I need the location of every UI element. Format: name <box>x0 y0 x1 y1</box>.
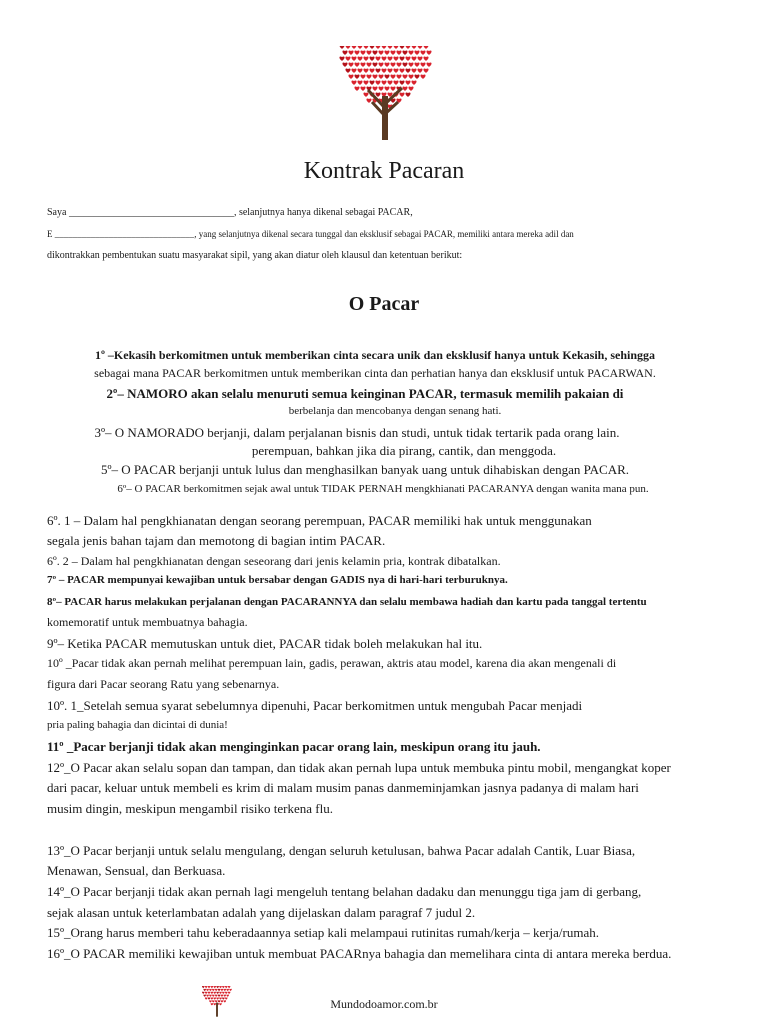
small-heart-shape <box>393 56 398 60</box>
clause-8-line-2: komemoratif untuk membuatnya bahagia. <box>47 615 248 629</box>
clause-10-1-line-1: 10º. 1_Setelah semua syarat sebelumnya dipenuhi, Pacar berkomitmen untuk mengubah Pacar menjadi <box>47 698 583 713</box>
clause-14-line-2: sejak alasan untuk keterlambatan adalah yang dijelaskan dalam paragraf 7 judul 2. <box>47 905 476 920</box>
small-heart-shape <box>225 986 228 988</box>
small-heart-shape <box>360 62 365 66</box>
small-heart-shape <box>408 62 413 66</box>
small-heart-shape <box>426 62 431 66</box>
small-heart-shape <box>372 74 377 78</box>
clause-13-line-1: 13º_O Pacar berjanji untuk selalu mengulang, dengan seluruh ketulusan, bahwa Pacar adalah Cantik, Luar Biasa, <box>47 843 636 858</box>
small-heart-shape <box>405 80 410 84</box>
clause-13-line-2: Menawan, Sensual, dan Berkuasa. <box>47 863 226 878</box>
small-heart-shape <box>360 86 365 90</box>
small-heart-shape <box>423 46 428 49</box>
clause-6: 6º– O PACAR berkomitmen sejak awal untuk TIDAK PERNAH mengkhianati PACARANYA dengan wanita mana pun. <box>117 483 649 495</box>
small-heart-shape <box>417 68 422 72</box>
small-heart-shape <box>378 74 383 78</box>
small-heart-shape <box>345 56 350 60</box>
small-heart-shape <box>411 68 416 72</box>
document-title: Kontrak Pacaran <box>303 158 465 184</box>
small-heart-shape <box>351 80 356 84</box>
small-heart-shape <box>375 92 380 96</box>
small-heart-shape <box>342 50 347 54</box>
small-heart-shape <box>218 989 221 991</box>
small-heart-shape <box>351 56 356 60</box>
small-heart-shape <box>212 989 215 991</box>
small-heart-shape <box>420 62 425 66</box>
small-heart-shape <box>411 46 416 49</box>
small-heart-shape <box>405 56 410 60</box>
small-heart-shape <box>351 46 356 49</box>
clause-6-1-line-2: segala jenis bahan tajam dan memotong di bagian intim PACAR. <box>47 533 386 548</box>
small-heart-shape <box>384 74 389 78</box>
small-heart-shape <box>414 74 419 78</box>
clause-10-line-1: 10º _Pacar tidak akan pernah melihat perempuan lain, gadis, perawan, aktris atau model, karena dia akan mengenali di <box>47 656 617 670</box>
small-heart-shape <box>209 989 212 991</box>
clause-5: 5º– O PACAR berjanji untuk lulus dan menghasilkan banyak uang untuk dihabiskan dengan PACAR. <box>100 462 630 477</box>
small-heart-shape <box>381 68 386 72</box>
small-heart-shape <box>369 46 374 49</box>
small-heart-shape <box>221 989 224 991</box>
small-heart-shape <box>354 86 359 90</box>
clause-15: 15º_Orang harus memberi tahu keberadaannya setiap kali melampaui rutinitas rumah/kerja – kerja/rumah. <box>47 925 599 940</box>
small-heart-shape <box>399 68 404 72</box>
small-heart-shape <box>205 986 208 988</box>
small-heart-shape <box>202 986 205 988</box>
small-heart-shape <box>357 80 362 84</box>
small-heart-shape <box>357 46 362 49</box>
small-heart-shape <box>366 50 371 54</box>
small-heart-shape <box>423 56 428 60</box>
small-heart-shape <box>363 92 368 96</box>
small-heart-shape <box>228 986 231 988</box>
small-heart-shape <box>393 46 398 49</box>
small-heart-shape <box>219 986 222 988</box>
small-heart-shape <box>378 50 383 54</box>
small-heart-shape <box>345 68 350 72</box>
clause-12-line-1: 12º_O Pacar akan selalu sopan dan tampan, dan tidak akan pernah lupa untuk membuka pintu mobil, mengangkat koper <box>47 760 671 775</box>
small-heart-shape <box>378 62 383 66</box>
clause-7: 7º – PACAR mempunyai kewajiban untuk bersabar dengan GADIS nya di hari-hari terburuknya. <box>47 574 508 586</box>
small-heart-shape <box>345 46 350 49</box>
small-heart-shape <box>381 56 386 60</box>
clause-1-line-1: 1º –Kekasih berkomitmen untuk memberikan cinta secara unik dan eksklusif hanya untuk Kekasih, sehingga <box>94 348 656 362</box>
small-heart-shape <box>420 50 425 54</box>
small-heart-shape <box>372 62 377 66</box>
small-heart-shape <box>211 992 214 994</box>
small-heart-shape <box>225 992 228 994</box>
small-heart-shape <box>366 98 371 102</box>
small-heart-shape <box>211 986 214 988</box>
small-heart-shape <box>408 50 413 54</box>
intro-line-1: Saya _________________________________, selanjutnya hanya dikenal sebagai PACAR, <box>47 207 413 218</box>
small-heart-shape <box>208 986 211 988</box>
small-heart-shape <box>381 80 386 84</box>
small-heart-shape <box>342 62 347 66</box>
intro-line-2: E _______________________________, yang selanjutnya dikenal secara tunggal dan eksklusif sebagai PACAR, memiliki antara mereka adil dan <box>47 229 574 239</box>
small-heart-shape <box>215 989 218 991</box>
clause-6-1-line-1: 6º. 1 – Dalam hal pengkhianatan dengan seorang perempuan, PACAR memiliki hak untuk menggunakan <box>47 513 592 528</box>
small-heart-shape <box>208 992 211 994</box>
small-heart-shape <box>381 46 386 49</box>
small-heart-shape <box>363 56 368 60</box>
small-heart-shape <box>363 68 368 72</box>
small-heart-shape <box>378 86 383 90</box>
small-heart-shape <box>202 992 205 994</box>
small-heart-shape <box>226 989 229 991</box>
clause-16: 16º_O PACAR memiliki kewajiban untuk membuat PACARnya bahagia dan memelihara cinta di antara mereka berdua. <box>47 946 672 961</box>
small-heart-shape <box>402 62 407 66</box>
small-heart-shape <box>360 50 365 54</box>
footer-site-text: Mundodoamor.com.br <box>330 997 438 1011</box>
small-heart-shape <box>387 80 392 84</box>
clause-10-line-2: figura dari Pacar seorang Ratu yang sebenarnya. <box>47 677 280 691</box>
small-heart-shape <box>405 68 410 72</box>
clause-10-1-line-2: pria paling bahagia dan dicintai di dunia! <box>47 719 228 731</box>
small-heart-shape <box>384 62 389 66</box>
clause-1-line-2: sebagai mana PACAR berkomitmen untuk memberikan cinta dan perhatian hanya dan eksklusif untuk PACARWAN. <box>94 366 656 380</box>
small-heart-shape <box>348 74 353 78</box>
small-heart-shape <box>369 56 374 60</box>
clause-2-line-1: 2º– NAMORO akan selalu menuruti semua keinginan PACAR, termasuk memilih pakaian di <box>106 386 624 401</box>
small-heart-shape <box>216 992 219 994</box>
small-heart-shape <box>203 989 206 991</box>
small-heart-shape <box>372 86 377 90</box>
small-heart-shape <box>214 986 217 988</box>
small-heart-shape <box>414 62 419 66</box>
small-heart-shape <box>357 56 362 60</box>
small-heart-shape <box>423 68 428 72</box>
clause-3-line-2: perempuan, bahkan jika dia pirang, cantik, dan menggoda. <box>251 443 557 458</box>
small-heart-shape <box>396 50 401 54</box>
small-heart-shape <box>399 46 404 49</box>
small-heart-shape <box>390 50 395 54</box>
small-heart-shape <box>205 992 208 994</box>
small-heart-shape <box>402 50 407 54</box>
small-heart-shape <box>216 986 219 988</box>
small-heart-shape <box>375 46 380 49</box>
small-heart-shape <box>339 56 344 60</box>
small-heart-shape <box>405 46 410 49</box>
small-heart-shape <box>363 80 368 84</box>
small-heart-shape <box>387 68 392 72</box>
small-heart-shape <box>224 989 227 991</box>
small-heart-shape <box>414 50 419 54</box>
clause-11: 11º _Pacar berjanji tidak akan menginginkan pacar orang lain, meskipun orang itu jauh. <box>47 739 541 754</box>
small-heart-shape <box>354 74 359 78</box>
small-heart-shape <box>363 46 368 49</box>
small-heart-shape <box>375 56 380 60</box>
small-heart-shape <box>426 50 431 54</box>
small-heart-shape <box>375 80 380 84</box>
small-heart-shape <box>354 62 359 66</box>
small-heart-shape <box>357 68 362 72</box>
small-heart-shape <box>417 46 422 49</box>
small-heart-shape <box>402 74 407 78</box>
small-heart-shape <box>396 62 401 66</box>
clause-6-2: 6º. 2 – Dalam hal pengkhianatan dengan seseorang dari jenis kelamin pria, kontrak dibatalkan. <box>47 554 501 568</box>
small-heart-shape <box>405 92 410 96</box>
small-heart-shape <box>375 68 380 72</box>
small-heart-shape <box>384 86 389 90</box>
clause-9: 9º– Ketika PACAR memutuskan untuk diet, PACAR tidak boleh melakukan hal itu. <box>47 636 483 651</box>
small-heart-shape <box>402 86 407 90</box>
small-heart-shape <box>399 56 404 60</box>
small-heart-shape <box>219 992 222 994</box>
small-heart-shape <box>339 46 344 49</box>
clause-3-line-1: 3º– O NAMORADO berjanji, dalam perjalanan bisnis dan studi, untuk tidak tertarik pada orang lain. <box>94 425 620 440</box>
small-heart-shape <box>420 74 425 78</box>
small-heart-shape <box>396 74 401 78</box>
clause-12-line-2: dari pacar, keluar untuk membeli es krim di malam musim panas danmeminjamkan jasnya padanya di malam hari <box>47 780 639 795</box>
small-heart-shape <box>411 56 416 60</box>
small-heart-shape <box>408 74 413 78</box>
small-heart-shape <box>372 50 377 54</box>
small-heart-shape <box>399 92 404 96</box>
small-heart-shape <box>351 68 356 72</box>
small-heart-shape <box>222 986 225 988</box>
clause-8-line-1: 8º– PACAR harus melakukan perjalanan dengan PACARANNYA dan selalu membawa hadiah dan kartu pada tanggal tertentu <box>47 596 647 608</box>
clause-14-line-1: 14º_O Pacar berjanji tidak akan pernah lagi mengeluh tentang belahan dadaku dan menunggu tiga jam di gerbang, <box>47 884 642 899</box>
small-heart-shape <box>393 80 398 84</box>
small-heart-shape <box>390 86 395 90</box>
small-heart-shape <box>387 56 392 60</box>
small-heart-shape <box>390 74 395 78</box>
small-heart-shape <box>369 80 374 84</box>
small-heart-shape <box>360 74 365 78</box>
small-heart-shape <box>229 989 232 991</box>
small-heart-shape <box>222 992 225 994</box>
small-heart-shape <box>366 74 371 78</box>
heart-tree-icon <box>338 46 432 142</box>
clause-12-line-3: musim dingin, meskipun mengambil risiko terkena flu. <box>47 801 333 816</box>
small-heart-shape <box>387 46 392 49</box>
small-heart-shape <box>369 68 374 72</box>
intro-line-3: dikontrakkan pembentukan suatu masyarakat sipil, yang akan diatur oleh klausul dan ketentuan berikut: <box>47 250 463 261</box>
small-heart-shape <box>417 56 422 60</box>
small-heart-shape <box>411 80 416 84</box>
small-heart-shape <box>390 62 395 66</box>
small-heart-shape <box>393 68 398 72</box>
small-heart-shape <box>206 989 209 991</box>
small-heart-shape <box>384 50 389 54</box>
small-heart-shape <box>366 62 371 66</box>
small-heart-shape <box>399 80 404 84</box>
clause-2-line-2: berbelanja dan mencobanya dengan senang hati. <box>288 405 502 417</box>
small-heart-shape <box>214 992 217 994</box>
small-heart-shape <box>228 992 231 994</box>
small-heart-shape <box>348 62 353 66</box>
small-heart-shape <box>354 50 359 54</box>
section-title: O Pacar <box>348 293 420 315</box>
small-heart-shape <box>348 50 353 54</box>
small-heart-shape <box>408 86 413 90</box>
